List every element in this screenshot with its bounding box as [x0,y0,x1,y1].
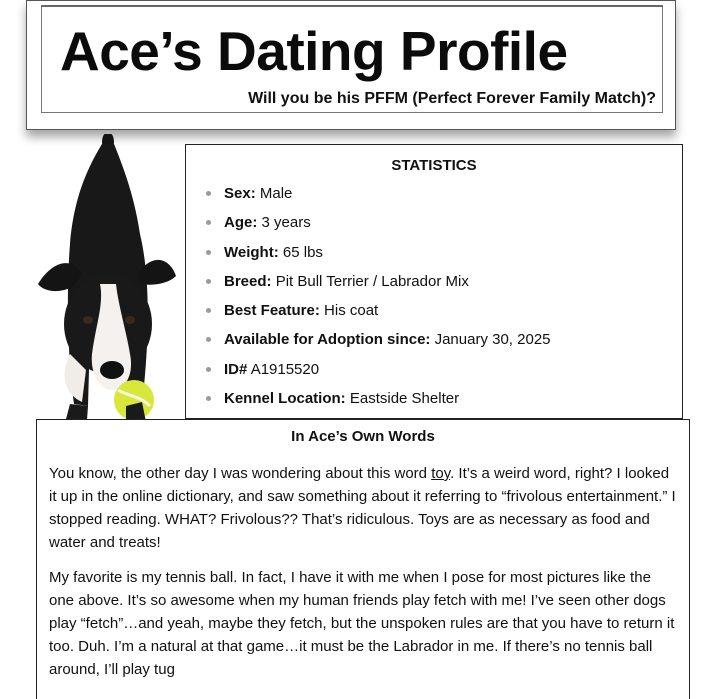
stat-label: Weight: [224,243,279,261]
stat-row-age [206,208,551,237]
stat-row-available-since [206,325,551,354]
statistics-panel [185,144,683,419]
stat-row-breed [206,267,551,296]
bullet-icon [206,250,211,255]
underlined-word: toy [431,465,451,482]
stat-value: Male [259,185,293,202]
own-words-panel [36,419,690,699]
bullet-icon [206,337,211,342]
stat-label: Age: [224,214,258,232]
stat-label: Breed: [224,272,272,290]
statistics-heading: STATISTICS [391,157,477,174]
own-words-paragraph-1 [49,462,679,554]
dog-photo [30,134,180,464]
stat-value: Pit Bull Terrier / Labrador Mix [275,272,469,290]
stat-value: Eastside Shelter [349,390,460,408]
stat-row-sex [206,179,551,208]
stat-row-kennel-location [206,384,551,413]
stat-label: Sex: [224,185,256,202]
bullet-icon [206,191,211,196]
paragraph-1-end: . It’s a weird word, right? I looked it up in the online dictionary, and saw something about it referring to “frivolous entertainment.” I stopped reading. WHAT? Frivolous?? That’s ridiculous. Toys are as necessary as food and water and treats! [49,465,676,551]
paragraph-1-start: You know, the other day I was wondering about this word [49,465,432,482]
stat-label: Best Feature: [224,302,320,320]
header-card [26,0,676,130]
header-frame [41,5,663,113]
stat-value: His coat [324,302,379,320]
bullet-icon [206,308,211,313]
bullet-icon [206,220,211,225]
stat-value: 3 years [261,214,311,232]
stat-value: January 30, 2025 [434,331,551,349]
stat-label: Available for Adoption since: [224,331,431,349]
page-subtitle: Will you be his PFFM (Perfect Forever Family Match)? [248,90,656,107]
stat-label: ID# [224,360,248,378]
stat-row-best-feature [206,296,551,325]
bullet-icon [206,396,211,401]
stat-value: A1915520 [250,360,320,378]
page-title: Ace’s Dating Profile [60,20,568,82]
bullet-icon [206,279,211,284]
stat-row-weight [206,238,551,267]
statistics-list [206,179,551,413]
stat-label: Kennel Location: [224,390,346,408]
bullet-icon [206,367,211,372]
stat-value: 65 lbs [282,243,323,261]
own-words-paragraph-2: My favorite is my tennis ball. In fact, I have it with me when I pose for most pictures like the one above. It’s so awesome when my human friends play fetch with me! I’ve seen other dogs play “fetch”…and yeah, maybe they fetch, but the unspoken rules are that you have to return it too. Duh. I’m a natural at that game…it must be the Labrador in me. If there’s no tennis ball around, I’ll play tug [49,569,675,678]
stat-row-id [206,355,551,384]
own-words-heading: In Ace’s Own Words [291,428,435,445]
